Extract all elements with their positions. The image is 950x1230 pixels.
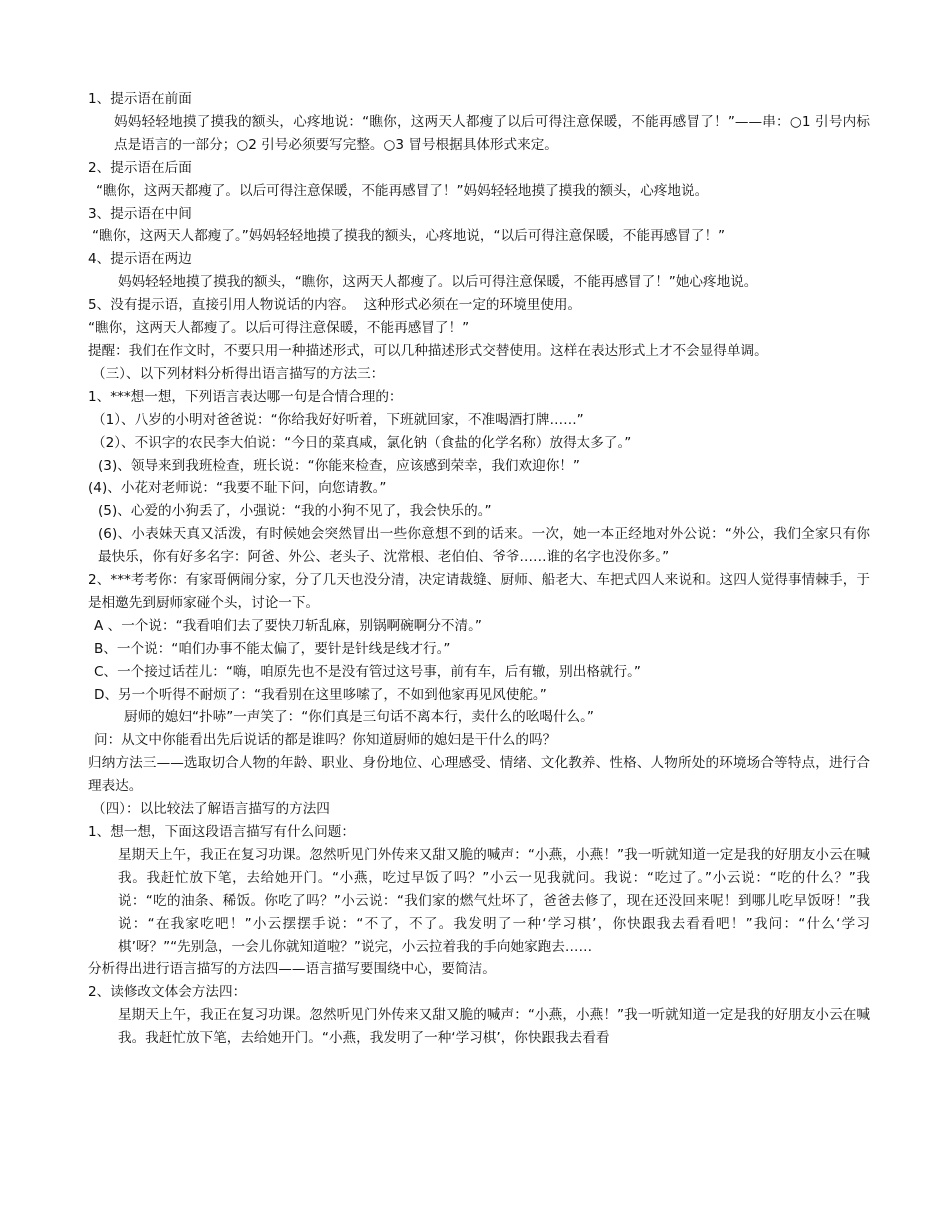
chef-wife-line: 厨师的媳妇“扑哧”一声笑了：“你们真是三句话不离本行，卖什么的吆喝什么。” — [124, 709, 594, 726]
question-think: 1、***想一想，下列语言表达哪一句是合情合理的： — [88, 388, 403, 405]
option-6: (6)、小表妹天真又活泼，有时候她会突然冒出一些你意想不到的话来。一次，她一本正经地对外公说：“外公，我们全家只有你最快乐，你有好多名字：阿爸、外公、老头子、沈常根、老伯伯、爷爷……谁的名字也没你多。” — [98, 526, 870, 566]
reminder-paragraph: 提醒：我们在作文时，不要只用一种描述形式，可以几种描述形式交替使用。这样在表达形式上才不会显得单调。 — [88, 342, 768, 359]
speaker-d: D、另一个听得不耐烦了：“我看别在这里哆嗦了，不如到他家再见风使舵。” — [94, 686, 547, 703]
option-2: （2）、不识字的农民李大伯说：“今日的菜真咸，氯化钠（食盐的化学名称）放得太多了。” — [92, 434, 632, 451]
option-3: (3)、领导来到我班检查，班长说：“你能来检查，应该感到荣幸，我们欢迎你！” — [98, 457, 580, 474]
speaker-b: B、一个说：“咱们办事不能太偏了，要针是针线是线才行。” — [94, 640, 451, 657]
option-5: (5)、心爱的小狗丢了，小强说：“我的小狗不见了，我会快乐的。” — [98, 503, 492, 520]
method-four-summary: 分析得出进行语言描写的方法四——语言描写要围绕中心，要简洁。 — [88, 961, 496, 978]
section-three-heading: （三）、以下列材料分析得出语言描写的方法三： — [92, 365, 385, 382]
example-prompt-back: “瞧你，这两天都瘦了。以后可得注意保暖，不能再感冒了！”妈妈轻轻地摸了摸我的额头，心疼地说。 — [96, 182, 709, 199]
heading-prompt-back: 2、提示语在后面 — [88, 159, 192, 176]
heading-prompt-middle: 3、提示语在中间 — [88, 205, 192, 222]
example-no-prompt: “瞧你，这两天人都瘦了。以后可得注意保暖，不能再感冒了！” — [88, 320, 470, 337]
option-4: (4)、小花对老师说：“我要不耻下问，向您请教。” — [88, 480, 387, 497]
question-who: 问：从文中你能看出先后说话的都是谁吗？你知道厨师的媳妇是干什么的吗？ — [94, 732, 557, 749]
example-prompt-both-sides: 妈妈轻轻地摸了摸我的额头，“瞧你，这两天人都瘦了。以后可得注意保暖，不能再感冒了！”她心疼地说。 — [118, 274, 758, 291]
story-original: 星期天上午，我正在复习功课。忽然听见门外传来又甜又脆的喊声：“小燕，小燕！”我一听就知道一定是我的好朋友小云在喊我。我赶忙放下笔，去给她开门。“小燕，吃过早饭了吗？”小云一见我就问。我说：“吃过了。”小云说：“吃的什么？”我说：“吃的油条、稀饭。你吃了吗？”小云说：“我们家的燃气灶坏了，爸爸去修了，现在还没回来呢！到哪儿吃早饭呀！”我说：“在我家吃吧！”小云摆摆手说：“不了，不了。我发明了一种‘学习棋’，你快跟我去看看吧！”我问：“什么‘学习棋’呀？”“先别急，一会儿你就知道啦？”说完，小云拉着我的手向她家跑去…… — [118, 846, 870, 955]
speaker-a: A 、一个说：“我看咱们去了要快刀斩乱麻，别锅啊碗啊分不清。” — [94, 617, 482, 634]
question-test: 2、***考考你：有家哥俩闹分家，分了几天也没分清，决定请裁缝、厨师、船老大、车把式四人来说和。这四人觉得事情棘手，于是相邀先到厨师家碰个头，讨论一下。 — [88, 572, 870, 611]
heading-no-prompt: 5、没有提示语，直接引用人物说话的内容。 这种形式必须在一定的环境里使用。 — [88, 297, 582, 314]
example-prompt-front: 妈妈轻轻地摸了摸我的额头，心疼地说：“瞧你，这两天人都瘦了以后可得注意保暖，不能再感冒了！”——串：○1 引号内标点是语言的一部分；○2 引号必须要写完整。○3 冒号根据具体形式来定。 — [114, 113, 870, 153]
method-three-summary: 归纳方法三——选取切合人物的年龄、职业、身份地位、心理感受、情绪、文化教养、性格、人物所处的环境场合等特点，进行合理表达。 — [88, 755, 870, 795]
example-prompt-middle: “瞧你，这两天人都瘦了。”妈妈轻轻地摸了摸我的额头，心疼地说，“以后可得注意保暖，不能再感冒了！” — [92, 228, 726, 245]
question-problem: 1、想一想，下面这段语言描写有什么问题： — [88, 824, 355, 840]
section-four-heading: （四）：以比较法了解语言描写的方法四 — [92, 801, 330, 818]
speaker-c: C、一个接过话茬儿：“嗨，咱原先也不是没有管过这号事，前有车，后有辙，别出格就行。” — [94, 663, 641, 680]
heading-prompt-front: 1、提示语在前面 — [88, 91, 192, 107]
option-1: （1）、八岁的小明对爸爸说：“你给我好好听着，下班就回家，不准喝酒打牌……” — [92, 411, 584, 428]
revise-heading: 2、读修改文体会方法四： — [88, 984, 247, 1001]
story-revised: 星期天上午，我正在复习功课。忽然听见门外传来又甜又脆的喊声：“小燕，小燕！”我一听就知道一定是我的好朋友小云在喊我。我赶忙放下笔，去给她开门。“小燕，我发明了一种‘学习棋’，你快跟我去看看 — [118, 1007, 870, 1047]
heading-prompt-both-sides: 4、提示语在两边 — [88, 251, 192, 268]
